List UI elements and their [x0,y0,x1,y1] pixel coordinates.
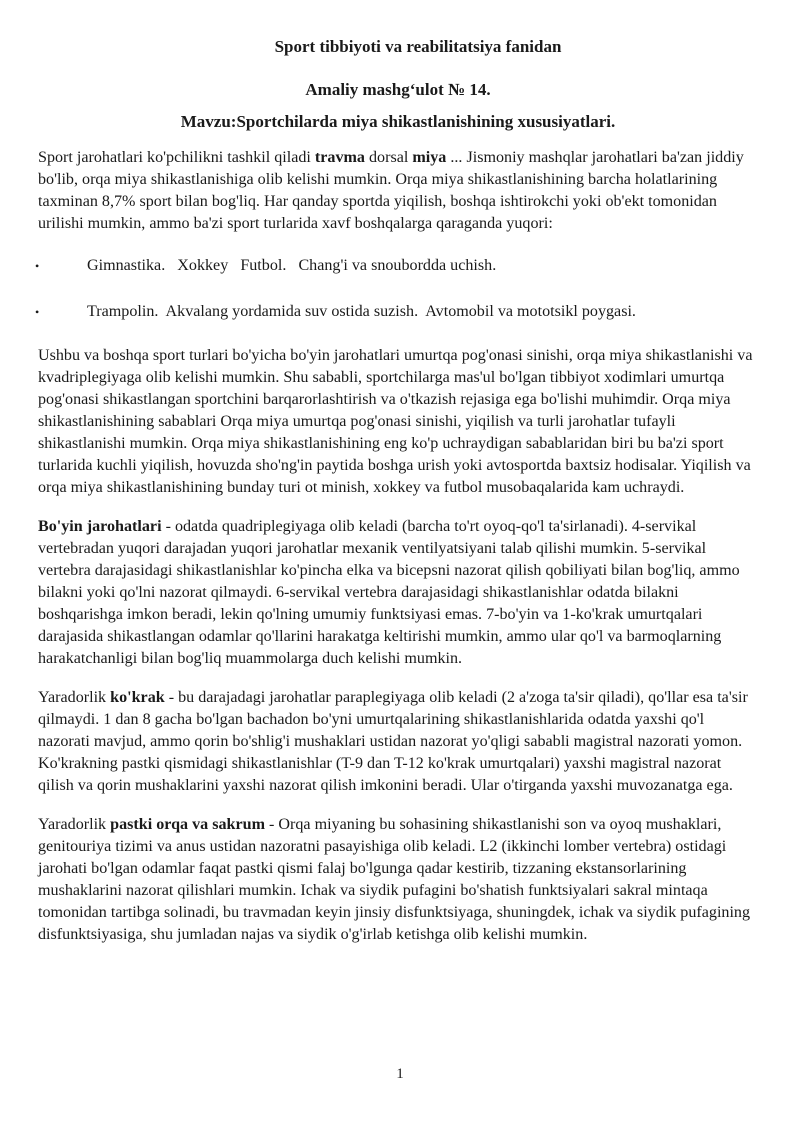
bullet-icon: • [35,305,40,319]
bold-term-travma: travma [314,149,365,166]
bold-term-miya: miya [412,149,447,166]
page-number: 1 [396,1066,404,1082]
sports-list [35,255,758,323]
chest-injuries-paragraph: Yaradorlik ko'krak - bu darajadagi jarohatlar paraplegiyaga olib keladi (2 a'zoga ta'sir qiladi), qo'llar esa ta'sir qilmaydi. 1 dan 8 gacha bo'lgan bachadon bo'yni umurtqalarining shikastlanishlarida odatda yaxshi qo'l nazorati mavjud, ammo qorin bo'shlig'i mushaklari ustidan nazorat yo'qligi sababli magistral nazorati yomon. Ko'krakning pastki qismidagi shikastlanishlar (T-9 dan T-12 ko'krak umurtqalari) yaxshi magistral nazorat qilish va qorin mushaklarini yaxshi nazorat qilish imkonini beradi. Ular o'tirganda yaxshi muvozanatga ega. [38,689,748,794]
intro-paragraph: Sport jarohatlari ko'pchilikni tashkil qiladi travma dorsal miya ... Jismoniy mashqlar jarohatlari ba'zan jiddiy bo'lib, orqa miya shikastlanishiga olib kelishi mumkin. Orqa miya shikastlanishining barcha holatlarining taxminan 8,7% sport bilan bog'liq. Har qanday sportda yiqilish, boshqa ishtirokchi yoki ob'ekt tomonidan urilishi mumkin, ammo ba'zi sport turlarida xavf boshqalarga qaraganda yuqori: [38,149,744,232]
topic-title: Mavzu:Sportchilarda miya shikastlanishining xususiyatlari. [180,112,616,131]
lowback-injuries-heading: pastki orqa va sakrum [110,816,265,833]
list-item: • Trampolin. Akvalang yordamida suv ostida suzish. Avtomobil va mototsikl poygasi. [38,301,758,323]
injury-causes-paragraph: Ushbu va boshqa sport turlari bo'yicha bo'yin jarohatlari umurtqa pog'onasi sinishi, orqa miya shikastlanishi va kvadriplegiyaga olib kelishi mumkin. Shu sababli, sportchilarga mas'ul bo'lgan tibbiyot xodimlari umurtqa pog'onasi shikastlangan sportchini barqarorlashtirish va o'tkazish rejasiga ega bo'lishi muhimdir. Orqa miya shikastlanishining sabablari Orqa miya umurtqa pog'onasi sinishi, yiqilish va turli jarohatlar tufayli shikastlanishi mumkin. Orqa miya shikastlanishining eng ko'p uchraydigan sabablaridan biri bu ba'zi sport turlarida kuchli yiqilish, hovuzda sho'ng'in paytida boshga urish yoki avtosportda baxtsiz hodisalar. Yiqilish va orqa miya shikastlanishining bunday turi ot minish, xokkey va futbol musobaqalarida kam uchraydi. [38,347,753,496]
neck-injuries-heading: Bo'yin jarohatlari [38,518,162,535]
document-page [35,36,758,946]
neck-injuries-paragraph: Bo'yin jarohatlari - odatda quadriplegiyaga olib keladi (barcha to'rt oyoq-qo'l ta'sirlanadi). 4-servikal vertebradan yuqori darajadan yuqori jarohatlar mexanik ventilyatsiyani talab qilishi mumkin. 5-servikal vertebra darajasidagi shikastlanishlar ko'pincha elka va bicepsni nazorat qilish qobiliyati bilan bog'liq, ammo bilakni yoki qo'lni nazorat qilmaydi. 6-servikal vertebra darajasidagi shikastlanishlar odatda bilakni boshqarishga imkon beradi, lekin qo'lning umumiy funktsiyasi emas. 7-bo'yin va 1-ko'krak umurtqalari darajasida shikastlangan odamlar qo'llarini harakatga keltirishi mumkin, ammo ular qo'l va barmoqlarning harakatchanligi bilan bog'liq muammolarga duch kelishi mumkin. [38,518,740,667]
lowback-injuries-paragraph: Yaradorlik pastki orqa va sakrum - Orqa miyaning bu sohasining shikastlanishi son va oyoq mushaklari, genitouriya tizimi va anus ustidan nazoratni pasayishiga olib keladi. L2 (ikkinchi lomber vertebra) ostidagi jarohati bo'lgan odamlar faqat pastki qismi falaj bo'lgunga qadar kestirib, tizzaning ekstansorlarining mushaklarini nazorat qilishlari mumkin. Ichak va siydik pufagini bo'shatish funktsiyalari sakral mintaqa tomonidan tartibga solinadi, bu travmadan keyin jinsiy disfunktsiyaga, shuningdek, ichak va siydik pufagining disfunktsiyasiga, shu jumladan najas va siydik o'g'irlab ketishga olib kelishi mumkin. [38,816,751,943]
course-title: Sport tibbiyoti va reabilitatsiya fanidan [274,37,562,56]
lesson-title: Amaliy mashg‘ulot № 14. [305,80,491,99]
list-item: • Gimnastika. Xokkey Futbol. Chang'i va snoubordda uchish. [38,255,758,277]
chest-injuries-heading: ko'krak [110,689,165,706]
bullet-icon: • [35,259,40,273]
